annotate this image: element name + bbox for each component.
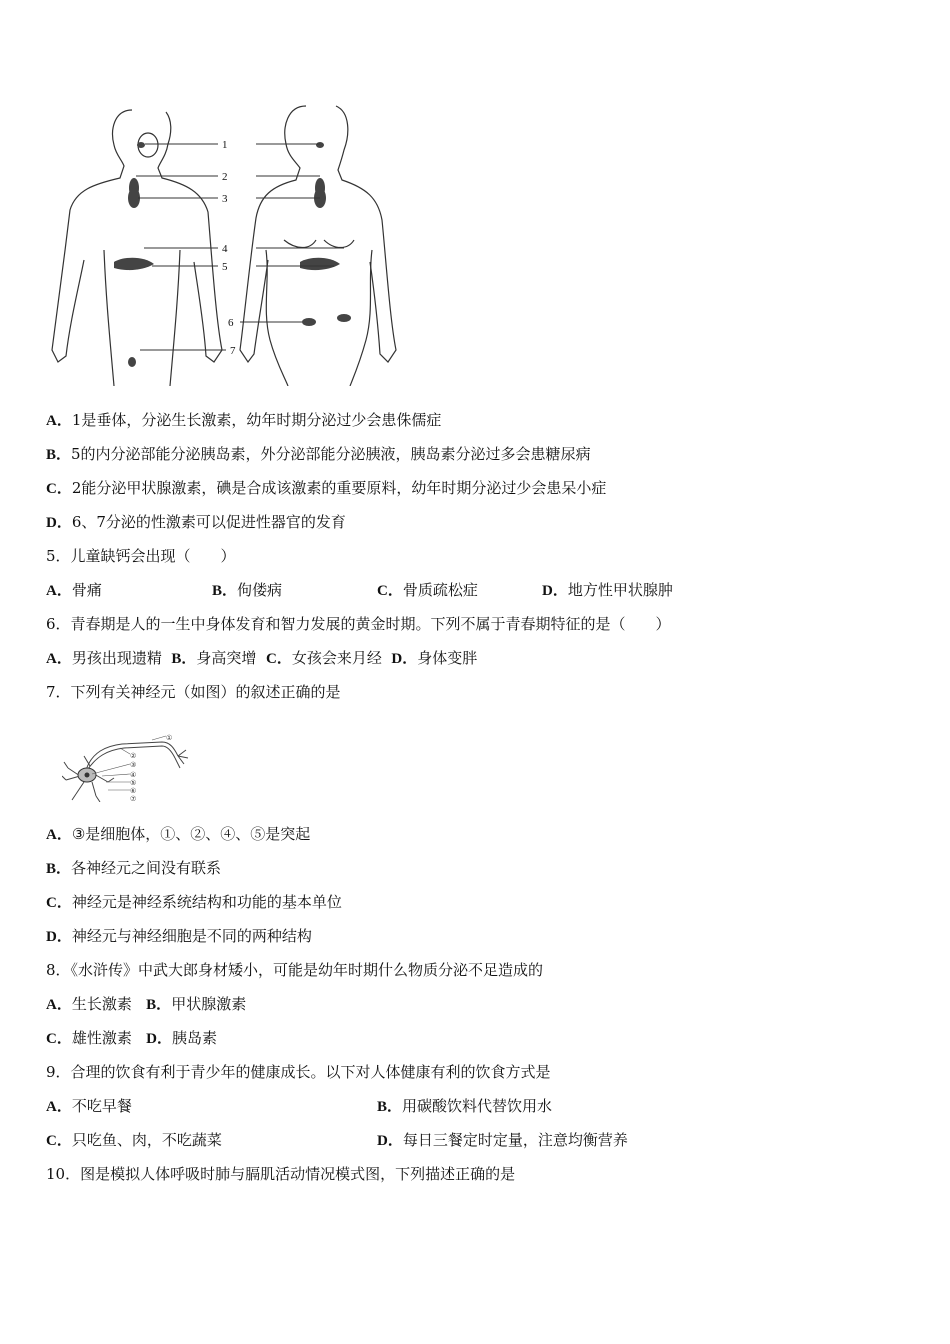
endocrine-figure	[44, 100, 404, 386]
neuron-label-7: ⑦	[130, 795, 137, 802]
q9-option-b: B．用碳酸饮料代替饮用水	[377, 1097, 553, 1115]
neuron-label-1: ①	[166, 734, 173, 742]
q9-option-d: D．每日三餐定时定量，注意均衡营养	[377, 1131, 628, 1149]
label-4: 4	[222, 243, 228, 255]
q5-option-b: B．佝偻病	[212, 581, 283, 599]
q6-stem: 6．青春期是人的一生中身体发育和智力发展的黄金时期。下列不属于青春期特征的是（ ）	[46, 615, 671, 633]
q6-option-d: D．身体变胖	[391, 649, 478, 667]
q8-option-d: D．胰岛素	[146, 1029, 218, 1047]
q4-option-c: C．2能分泌甲状腺激素，碘是合成该激素的重要原料，幼年时期分泌过少会患呆小症	[46, 479, 607, 497]
q6-option-b: B．身高突增	[171, 649, 257, 667]
neuron-label-6: ⑥	[130, 787, 137, 795]
label-5: 5	[222, 261, 228, 273]
q9-option-a: A．不吃早餐	[46, 1097, 132, 1115]
q8-option-a: A．生长激素	[46, 995, 132, 1013]
q8-option-c: C．雄性激素	[46, 1029, 132, 1047]
q7-option-a: A．③是细胞体，①、②、④、⑤是突起	[46, 825, 311, 843]
neuron-label-3: ③	[130, 761, 137, 769]
neuron-label-4: ④	[130, 771, 137, 779]
q8-options-row2	[46, 1028, 217, 1049]
q5-option-a: A．骨痛	[46, 581, 102, 599]
q7-stem: 7．下列有关神经元（如图）的叙述正确的是	[46, 683, 341, 701]
q4-option-b: B．5的内分泌部能分泌胰岛素，外分泌部能分泌胰液，胰岛素分泌过多会患糖尿病	[46, 445, 591, 463]
neuron-label-5: ⑤	[130, 779, 137, 787]
label-6: 6	[228, 317, 234, 329]
neuron-figure	[62, 732, 192, 802]
q7-option-c: C．神经元是神经系统结构和功能的基本单位	[46, 893, 342, 911]
q7-option-d: D．神经元与神经细胞是不同的两种结构	[46, 927, 312, 945]
q7-option-b: B．各神经元之间没有联系	[46, 859, 222, 877]
q9-option-c: C．只吃鱼、肉，不吃蔬菜	[46, 1131, 222, 1149]
q4-option-d: D．6、7分泌的性激素可以促进性器官的发育	[46, 513, 346, 531]
q8-options-row1	[46, 994, 246, 1015]
label-1: 1	[222, 139, 228, 151]
q6-option-a: A．男孩出现遗精	[46, 649, 162, 667]
q9-stem: 9．合理的饮食有利于青少年的健康成长。以下对人体健康有利的饮食方式是	[46, 1063, 551, 1081]
label-2: 2	[222, 171, 228, 183]
label-3: 3	[222, 193, 228, 205]
q4-option-a: A．1是垂体，分泌生长激素，幼年时期分泌过少会患侏儒症	[46, 411, 442, 429]
q8-option-b: B．甲状腺激素	[146, 995, 247, 1013]
label-7: 7	[230, 345, 236, 357]
q10-stem: 10．图是模拟人体呼吸时肺与膈肌活动情况模式图，下列描述正确的是	[46, 1165, 516, 1183]
q5-stem: 5．儿童缺钙会出现（ ）	[46, 547, 236, 565]
q8-stem: 8．《水浒传》中武大郎身材矮小，可能是幼年时期什么物质分泌不足造成的	[46, 961, 544, 979]
q5-option-c: C．骨质疏松症	[377, 581, 478, 599]
q6-options	[46, 648, 477, 669]
q5-option-d: D．地方性甲状腺肿	[542, 581, 673, 599]
neuron-label-2: ②	[130, 752, 137, 760]
q6-option-c: C．女孩会来月经	[265, 649, 382, 667]
